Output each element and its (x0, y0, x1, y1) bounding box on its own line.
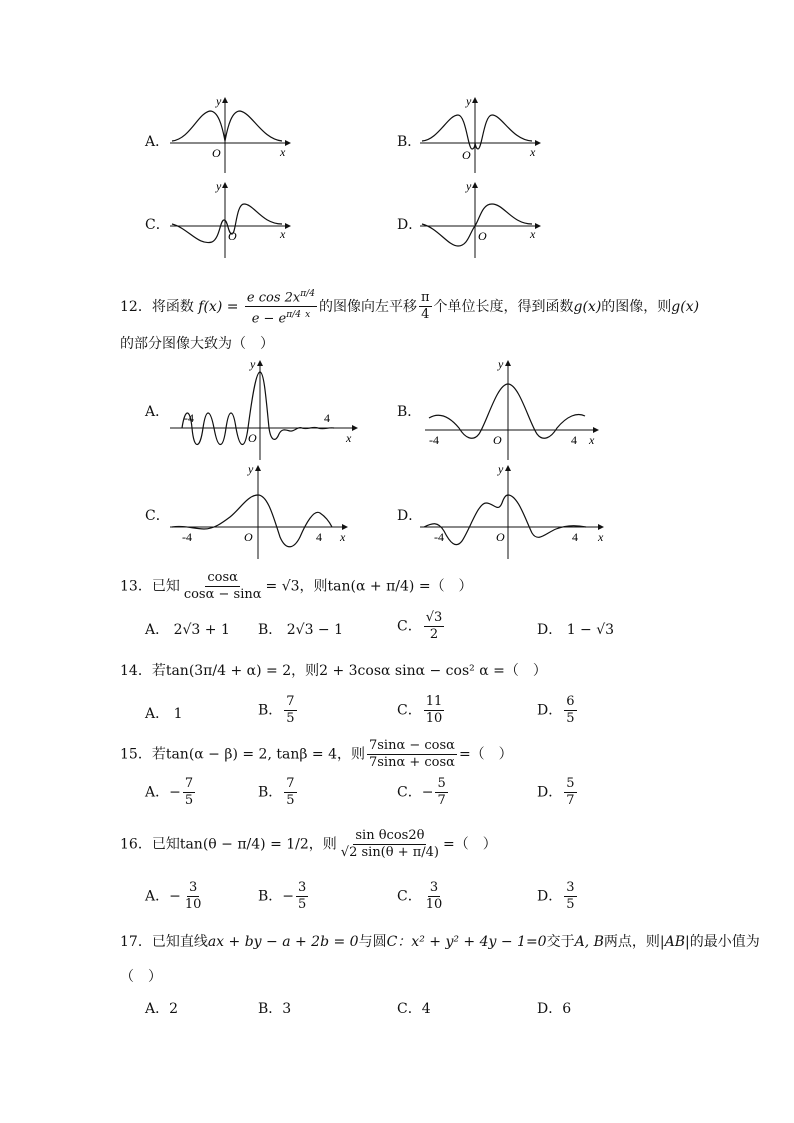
q11-graph-c (170, 180, 290, 260)
q11-option-d-label: D． (397, 217, 423, 233)
q11-option-c-label: C． (145, 217, 170, 233)
tick-neg4: -4 (184, 411, 194, 425)
q12-option-a-label: A． (145, 404, 170, 420)
q15-option-a[interactable]: A．− $\frac{7}{5}$ (145, 776, 194, 808)
question-14: 14．若tan(3π/4 + α) = 2，则2 + 3cosα sinα − cos² α =（ ） (120, 663, 547, 679)
x-axis-label: x (530, 145, 536, 159)
q12-text-b: 的图像向左平移 (318, 298, 417, 315)
q12-text-a: 将函数 (151, 298, 194, 315)
q14-option-d[interactable]: D． $\frac{6}{5}$ (537, 694, 575, 726)
q16-fraction: $\frac{\text{sin θcos2θ}}{√2 \sin(\theta + \pi/4)}$ (340, 828, 440, 860)
q13-option-c[interactable]: C． $\frac{√3}{2}$ (397, 610, 443, 642)
y-axis-label: y (216, 179, 222, 193)
q13-option-a[interactable]: A． 2√3 + 1 (145, 622, 230, 638)
question-15: 15．若tan(α − β) = 2, tanβ = 4，则 $\frac{7\sin\alpha - \cos\alpha}{7\sin\alpha + \cos\alpha}$ =（ ） (120, 738, 513, 770)
origin-label: O (478, 229, 487, 243)
question-number: 13． (120, 578, 152, 595)
q12-text-c: 个单位长度，得到函数 (433, 298, 574, 315)
q12-graph-b (425, 358, 605, 463)
question-number: 16． (120, 836, 152, 853)
tick-pos4: 4 (572, 530, 578, 544)
q11-graph-a (170, 95, 290, 175)
question-17: 17．已知直线ax + by − a + 2b = 0与圆C：x² + y² + 4y − 1=0交于A, B两点，则|AB|的最小值为 (120, 934, 760, 950)
x-axis-label: x (346, 431, 352, 445)
q12-f-lhs: f(x) = (198, 298, 239, 315)
q14-option-b[interactable]: B． $\frac{7}{5}$ (258, 694, 295, 726)
question-16: 16．已知tan(θ − π/4) = 1/2，则 $\frac{\text{sin θcos2θ}}{√2 \sin(\theta + \pi/4)}$ =（ ） (120, 828, 497, 860)
q13-fraction: $\frac{\cos\alpha}{\cos\alpha - \sin\alpha}$ (183, 570, 262, 602)
x-axis-label: x (340, 530, 346, 544)
q11-option-a-label: A． (145, 134, 170, 150)
q12-shift: $\frac{\pi}{4}$ (420, 290, 430, 323)
origin-label: O (244, 530, 253, 544)
origin-label: O (496, 530, 505, 544)
q16-option-c[interactable]: C． $\frac{3}{10}$ (397, 880, 443, 912)
q16-option-a[interactable]: A．− $\frac{3}{10}$ (145, 880, 202, 912)
q17-line2: （ ） (120, 969, 162, 985)
question-number: 15． (120, 746, 152, 763)
q14-option-c[interactable]: C． $\frac{11}{10}$ (397, 694, 443, 726)
q12-line2: 的部分图像大致为（ ） (120, 336, 274, 352)
origin-label: O (493, 433, 502, 447)
tick-pos4: 4 (571, 433, 577, 447)
q14-expr: tan(3π/4 + α) = 2，则 (165, 663, 320, 679)
q17-option-c[interactable]: C．4 (397, 1001, 431, 1017)
y-axis-label: y (466, 179, 472, 193)
x-axis-label: x (530, 227, 536, 241)
q11-graph-d (420, 180, 540, 260)
y-axis-label: y (498, 462, 504, 476)
y-axis-label: y (216, 94, 222, 108)
tick-neg4: -4 (182, 530, 192, 544)
q12-fraction (245, 286, 317, 328)
q11-graph-b (420, 95, 540, 175)
y-axis-label: y (250, 357, 256, 371)
origin-label: O (462, 148, 471, 162)
q12-gx: g(x) (573, 298, 602, 315)
q12-graph-d (420, 463, 610, 563)
q17-option-d[interactable]: D．6 (537, 1001, 572, 1017)
origin-label: O (212, 146, 221, 160)
question-12 (120, 286, 699, 328)
q15-option-c[interactable]: C．− $\frac{5}{7}$ (397, 776, 446, 808)
y-axis-label: y (248, 462, 254, 476)
q13-option-d[interactable]: D． 1 − √3 (537, 622, 615, 638)
y-axis-label: y (498, 357, 504, 371)
x-axis-label: x (589, 433, 595, 447)
q12-gx2: g(x) (671, 298, 700, 315)
y-axis-label: y (466, 94, 472, 108)
q15-option-d[interactable]: D． $\frac{5}{7}$ (537, 776, 575, 808)
question-number: 17． (120, 934, 152, 950)
x-axis-label: x (598, 530, 604, 544)
q14-option-a[interactable]: A． 1 (145, 706, 183, 722)
q15-fraction: $\frac{7\sin\alpha - \cos\alpha}{7\sin\alpha + \cos\alpha}$ (368, 738, 455, 770)
q12-denominator: $e - e^{\pi/4}$ $^x$ (251, 310, 311, 327)
tick-pos4: 4 (324, 411, 330, 425)
q13-option-b[interactable]: B． 2√3 − 1 (258, 622, 344, 638)
q12-graph-c (170, 463, 360, 563)
q12-option-c-label: C． (145, 508, 170, 524)
tick-pos4: 4 (316, 530, 322, 544)
origin-label: O (228, 229, 237, 243)
q12-option-d-label: D． (397, 508, 423, 524)
question-13: 13．已知 $\frac{\cos\alpha}{\cos\alpha - \sin\alpha}$ = √3，则tan(α + π/4) =（ ） (120, 570, 473, 602)
q11-option-b-label: B． (397, 134, 422, 150)
q16-option-d[interactable]: D． $\frac{3}{5}$ (537, 880, 575, 912)
q17-option-b[interactable]: B．3 (258, 1001, 292, 1017)
q12-option-b-label: B． (397, 404, 422, 420)
q16-expr: tan(θ − π/4) = 1/2，则 (179, 836, 337, 853)
q12-numerator: e $\cos 2x^{\pi/4}$ (245, 286, 317, 307)
q12-graph-a (170, 358, 360, 463)
q16-option-b[interactable]: B．− $\frac{3}{5}$ (258, 880, 307, 912)
q17-circle: C：x² + y² + 4y − 1=0 (386, 934, 547, 950)
question-number: 14． (120, 663, 152, 679)
q15-expr: tan(α − β) = 2, tanβ = 4，则 (165, 746, 365, 763)
q17-line: ax + by − a + 2b = 0 (207, 934, 359, 950)
q17-option-a[interactable]: A．2 (145, 1001, 179, 1017)
origin-label: O (248, 431, 257, 445)
q13-tan: tan(α + π/4) = (327, 578, 431, 595)
x-axis-label: x (280, 145, 286, 159)
q12-text-d: 的图像，则 (601, 298, 672, 315)
q15-option-b[interactable]: B． $\frac{7}{5}$ (258, 776, 295, 808)
q14-expr2: 2 + 3cosα sinα − cos² α = (319, 663, 505, 679)
x-axis-label: x (280, 227, 286, 241)
question-number: 12． (120, 298, 152, 315)
tick-neg4: -4 (429, 433, 439, 447)
tick-neg4: -4 (434, 530, 444, 544)
